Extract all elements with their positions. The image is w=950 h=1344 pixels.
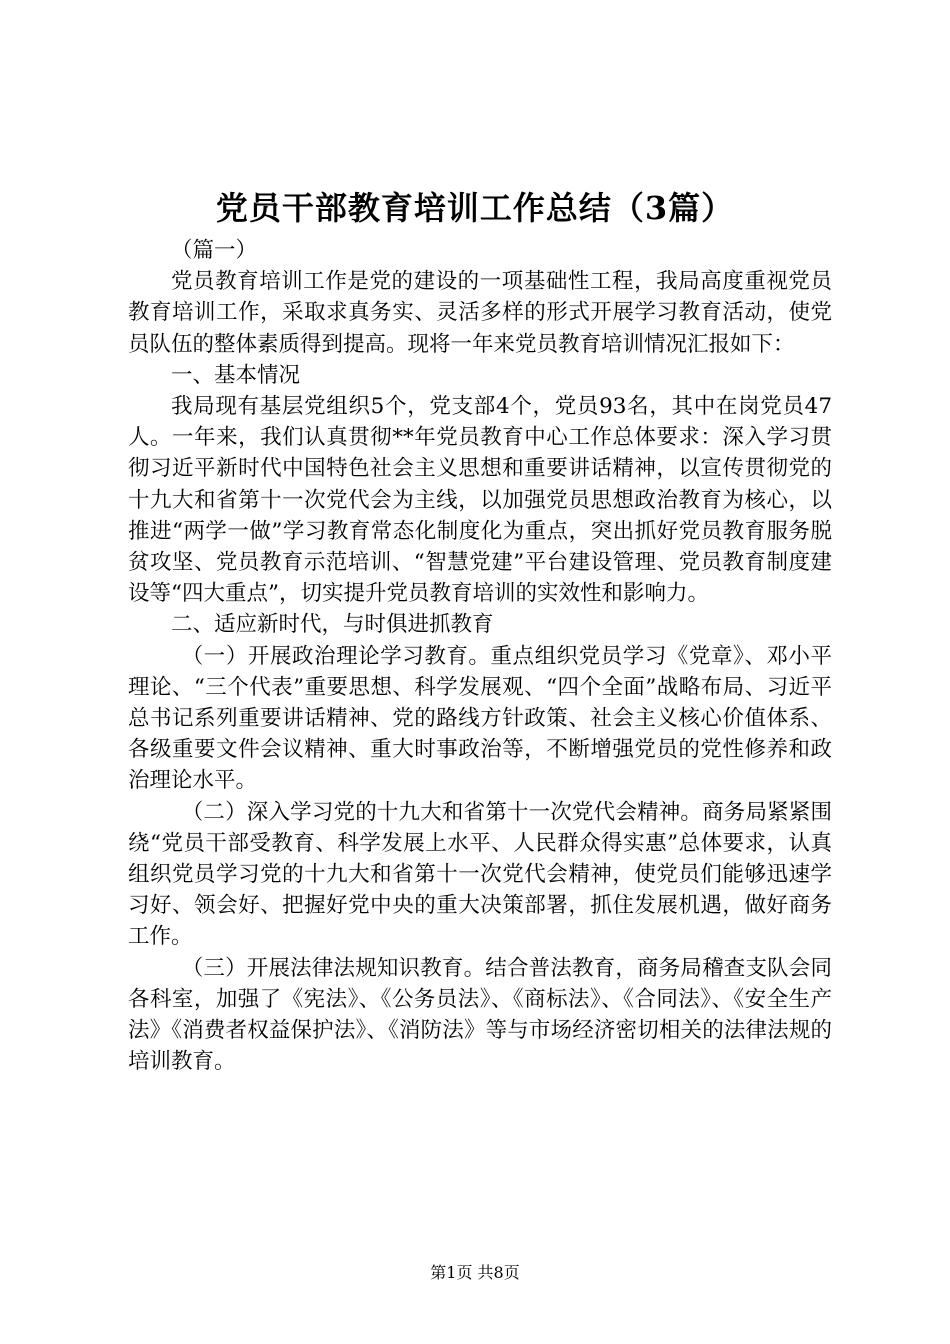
document-title: 党员干部教育培训工作总结（3篇）	[215, 189, 735, 227]
heading-education: 二、适应新时代，与时俱进抓教育	[171, 612, 494, 638]
party-congress-paragraph: （二）深入学习党的十九大和省第十一次党代会精神。商务局紧紧围绕“党员干部受教育、科学发展上水平、人民群众得实惠”总体要求，认真组织党员学习党的十九大和省第十一次党代会精神，使党员们能够迅速学习好、领会好、把握好党中央的重大决策部署，抓住发展机遇，做好商务工作。	[128, 799, 832, 950]
intro-paragraph: 党员教育培训工作是党的建设的一项基础性工程，我局高度重视党员教育培训工作，采取求真务实、灵活多样的形式开展学习教育活动，使党员队伍的整体素质得到提高。现将一年来党员教育培训情况汇报如下：	[128, 269, 832, 357]
legal-education-paragraph: （三）开展法律法规知识教育。结合普法教育，商务局稽查支队会同各科室，加强了《宪法》、《公务员法》、《商标法》、《合同法》、《安全生产法》《消费者权益保护法》、《消防法》等与市场经济密切相关的法律法规的培训教育。	[128, 955, 832, 1075]
basic-situation-paragraph: 我局现有基层党组织5个，党支部4个，党员93名，其中在岗党员47人。一年来，我们认真贯彻**年党员教育中心工作总体要求：深入学习贯彻习近平新时代中国特色社会主义思想和重要讲话精神，以宣传贯彻党的十九大和省第十一次党代会为主线，以加强党员思想政治教育为核心，以推进“两学一做”学习教育常态化制度化为重点，突出抓好党员教育服务脱贫攻坚、党员教育示范培训、“智慧党建”平台建设管理、党员教育制度建设等“四大重点”，切实提升党员教育培训的实效性和影响力。	[128, 394, 832, 607]
political-theory-paragraph: （一）开展政治理论学习教育。重点组织党员学习《党章》、邓小平理论、“三个代表”重要思想、科学发展观、“四个全面”战略布局、习近平总书记系列重要讲话精神、党的路线方针政策、社会主义核心价值体系、各级重要文件会议精神、重大时事政治等，不断增强党员的党性修养和政治理论水平。	[128, 643, 832, 794]
section-label: （篇一）	[171, 238, 258, 263]
heading-basic-situation: 一、基本情况	[171, 362, 301, 388]
document-body	[128, 235, 832, 1077]
page-footer: 第1页 共8页	[430, 1263, 520, 1282]
